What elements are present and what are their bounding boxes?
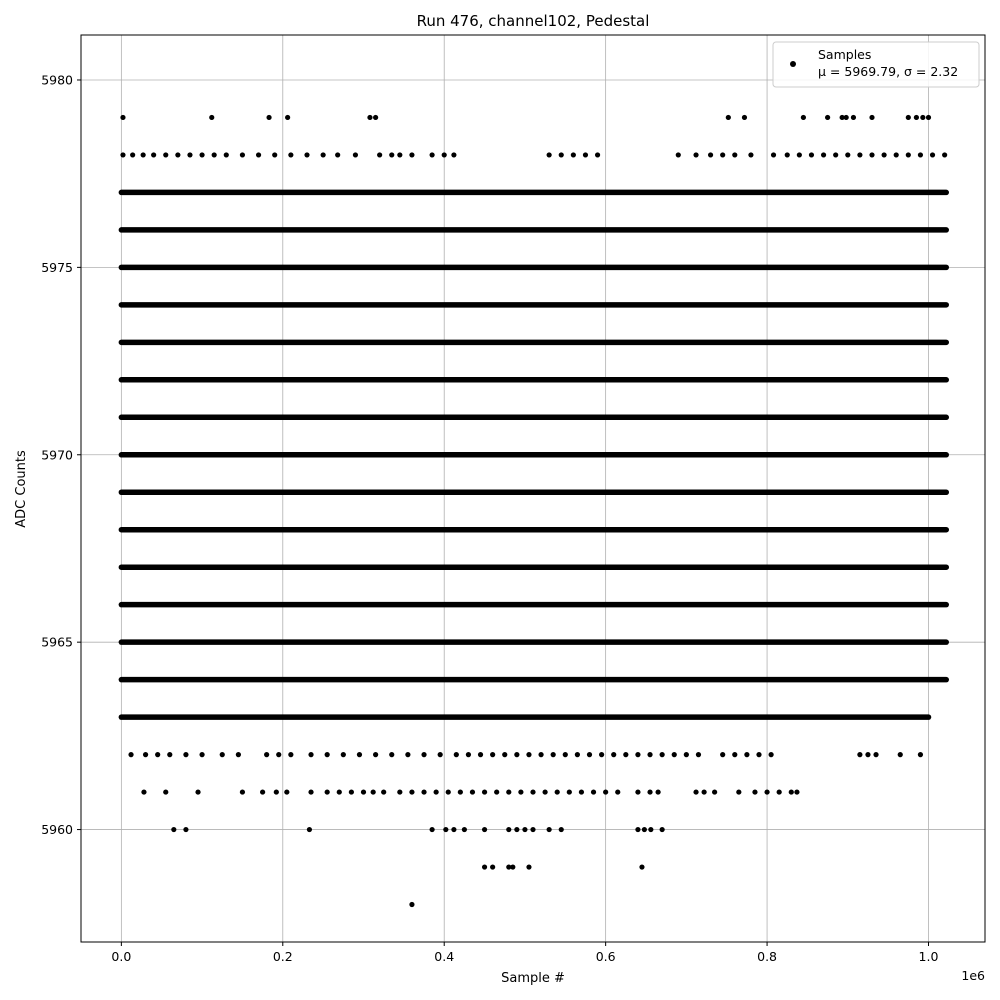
sample-point xyxy=(490,864,495,869)
sample-point xyxy=(857,752,862,757)
sample-point xyxy=(914,115,919,120)
sample-point xyxy=(615,789,620,794)
sample-point xyxy=(143,752,148,757)
sample-point xyxy=(748,152,753,157)
sample-point xyxy=(732,752,737,757)
sample-point xyxy=(555,789,560,794)
sample-point xyxy=(141,789,146,794)
sample-point xyxy=(361,789,366,794)
sample-point xyxy=(857,152,862,157)
sample-point xyxy=(869,115,874,120)
sample-point xyxy=(199,752,204,757)
legend-series-stats: μ = 5969.79, σ = 2.32 xyxy=(818,64,959,79)
sample-point xyxy=(502,752,507,757)
grid-layer xyxy=(81,35,985,942)
sample-point xyxy=(151,152,156,157)
sample-point xyxy=(195,789,200,794)
sample-point xyxy=(443,827,448,832)
sample-point xyxy=(183,752,188,757)
x-tick-label: 0.0 xyxy=(111,949,132,964)
legend-marker xyxy=(790,61,796,67)
sample-point xyxy=(458,789,463,794)
sample-point xyxy=(163,152,168,157)
sample-point xyxy=(732,152,737,157)
sample-point xyxy=(794,789,799,794)
sample-point xyxy=(325,752,330,757)
sample-point xyxy=(409,789,414,794)
points-layer xyxy=(120,115,947,907)
sample-point xyxy=(506,827,511,832)
sample-point xyxy=(514,827,519,832)
sample-point xyxy=(647,789,652,794)
sample-point xyxy=(756,752,761,757)
y-axis-label: ADC Counts xyxy=(14,450,29,528)
sample-point xyxy=(833,152,838,157)
sample-point xyxy=(726,115,731,120)
sample-point xyxy=(274,789,279,794)
sample-point xyxy=(381,789,386,794)
sample-point xyxy=(510,864,515,869)
sample-point xyxy=(575,752,580,757)
sample-point xyxy=(693,152,698,157)
sample-point xyxy=(736,789,741,794)
sample-point xyxy=(240,152,245,157)
y-tick-label: 5960 xyxy=(41,822,73,838)
sample-point xyxy=(865,752,870,757)
sample-point xyxy=(341,752,346,757)
sample-point xyxy=(183,827,188,832)
sample-point xyxy=(307,827,312,832)
sample-point xyxy=(530,827,535,832)
sample-point xyxy=(514,752,519,757)
sample-point xyxy=(357,752,362,757)
sample-point xyxy=(462,827,467,832)
sample-point xyxy=(120,115,125,120)
sample-point xyxy=(430,152,435,157)
sample-point xyxy=(583,152,588,157)
sample-point xyxy=(801,115,806,120)
sample-point xyxy=(595,152,600,157)
sample-point xyxy=(591,789,596,794)
sample-point xyxy=(304,152,309,157)
y-tick-label: 5975 xyxy=(41,259,73,275)
sample-point xyxy=(635,789,640,794)
sample-point xyxy=(920,115,925,120)
sample-point xyxy=(547,827,552,832)
sample-point xyxy=(321,152,326,157)
sample-point xyxy=(918,752,923,757)
sample-point xyxy=(635,827,640,832)
sample-point xyxy=(325,789,330,794)
sample-point xyxy=(409,152,414,157)
sample-point xyxy=(264,752,269,757)
x-axis-label: Sample # xyxy=(501,971,565,986)
y-tick-label: 5965 xyxy=(41,634,73,650)
sample-point xyxy=(930,152,935,157)
sample-point xyxy=(389,152,394,157)
sample-point xyxy=(409,902,414,907)
sample-point xyxy=(656,789,661,794)
sample-point xyxy=(167,752,172,757)
sample-point xyxy=(873,752,878,757)
axes-frame xyxy=(81,35,985,942)
sample-point xyxy=(567,789,572,794)
sample-point xyxy=(482,827,487,832)
sample-point xyxy=(308,752,313,757)
sample-point xyxy=(579,789,584,794)
sample-point xyxy=(454,752,459,757)
sample-point xyxy=(844,115,849,120)
sample-point xyxy=(288,752,293,757)
sample-point xyxy=(335,152,340,157)
sample-point xyxy=(171,827,176,832)
sample-point xyxy=(120,152,125,157)
sample-point xyxy=(543,789,548,794)
sample-point xyxy=(518,789,523,794)
sample-point xyxy=(712,789,717,794)
sample-point xyxy=(676,152,681,157)
y-tick-label: 5970 xyxy=(41,447,73,463)
sample-point xyxy=(288,152,293,157)
x-tick-label: 0.8 xyxy=(757,949,778,964)
sample-point xyxy=(720,152,725,157)
sample-point xyxy=(446,789,451,794)
sample-point xyxy=(918,152,923,157)
sample-point xyxy=(187,152,192,157)
sample-point xyxy=(175,152,180,157)
sample-point xyxy=(155,752,160,757)
sample-point xyxy=(130,152,135,157)
legend xyxy=(773,42,979,87)
sample-point xyxy=(353,152,358,157)
sample-point xyxy=(430,827,435,832)
sample-point xyxy=(506,789,511,794)
sample-point xyxy=(684,752,689,757)
sample-point xyxy=(530,789,535,794)
sample-point xyxy=(276,752,281,757)
sample-point xyxy=(285,115,290,120)
sample-point xyxy=(603,789,608,794)
sample-point xyxy=(163,789,168,794)
sample-point xyxy=(648,827,653,832)
sample-point xyxy=(660,752,665,757)
sample-point xyxy=(451,152,456,157)
sample-point xyxy=(906,152,911,157)
sample-point xyxy=(522,827,527,832)
sample-point xyxy=(563,752,568,757)
sample-point xyxy=(397,152,402,157)
sample-point xyxy=(752,789,757,794)
sample-point xyxy=(438,752,443,757)
sample-point xyxy=(526,864,531,869)
sample-point xyxy=(551,752,556,757)
sample-point xyxy=(224,152,229,157)
sample-point xyxy=(405,752,410,757)
sample-point xyxy=(547,152,552,157)
sample-point xyxy=(373,752,378,757)
sample-point xyxy=(559,152,564,157)
sample-point xyxy=(942,152,947,157)
sample-point xyxy=(825,115,830,120)
sample-point xyxy=(434,789,439,794)
sample-point xyxy=(377,152,382,157)
sample-point xyxy=(397,789,402,794)
sample-point xyxy=(647,752,652,757)
sample-point xyxy=(744,752,749,757)
sample-point xyxy=(702,789,707,794)
sample-point xyxy=(785,152,790,157)
sample-point xyxy=(141,152,146,157)
sample-point xyxy=(272,152,277,157)
sample-point xyxy=(220,752,225,757)
sample-point xyxy=(797,152,802,157)
sample-point xyxy=(482,789,487,794)
x-tick-label: 1.0 xyxy=(918,949,939,964)
sample-point xyxy=(349,789,354,794)
sample-point xyxy=(199,152,204,157)
sample-point xyxy=(538,752,543,757)
sample-point xyxy=(421,789,426,794)
sample-point xyxy=(587,752,592,757)
sample-point xyxy=(209,115,214,120)
sample-point xyxy=(764,789,769,794)
sample-point xyxy=(642,827,647,832)
sample-point xyxy=(526,752,531,757)
y-tick-label: 5980 xyxy=(41,72,73,88)
sample-point xyxy=(308,789,313,794)
sample-point xyxy=(240,789,245,794)
sample-point xyxy=(470,789,475,794)
sample-point xyxy=(236,752,241,757)
sample-point xyxy=(256,152,261,157)
sample-point xyxy=(623,752,628,757)
sample-point xyxy=(639,864,644,869)
sample-point xyxy=(442,152,447,157)
sample-point xyxy=(367,115,372,120)
sample-point xyxy=(845,152,850,157)
sample-point xyxy=(696,752,701,757)
sample-point xyxy=(212,152,217,157)
sample-point xyxy=(599,752,604,757)
sample-point xyxy=(451,827,456,832)
sample-point xyxy=(771,152,776,157)
sample-point xyxy=(128,752,133,757)
sample-point xyxy=(898,752,903,757)
sample-point xyxy=(809,152,814,157)
sample-point xyxy=(421,752,426,757)
sample-point xyxy=(926,115,931,120)
sample-point xyxy=(337,789,342,794)
sample-point xyxy=(789,789,794,794)
sample-point xyxy=(371,789,376,794)
sample-point xyxy=(769,752,774,757)
sample-point xyxy=(720,752,725,757)
sample-point xyxy=(882,152,887,157)
sample-point xyxy=(284,789,289,794)
sample-point xyxy=(389,752,394,757)
sample-point xyxy=(869,152,874,157)
chart-title: Run 476, channel102, Pedestal xyxy=(416,12,650,30)
sample-point xyxy=(482,864,487,869)
x-tick-label: 0.4 xyxy=(434,949,455,964)
x-tick-label: 0.6 xyxy=(595,949,616,964)
sample-point xyxy=(635,752,640,757)
sample-point xyxy=(693,789,698,794)
sample-point xyxy=(266,115,271,120)
sample-point xyxy=(494,789,499,794)
x-offset-label: 1e6 xyxy=(961,968,985,983)
sample-point xyxy=(373,115,378,120)
sample-point xyxy=(660,827,665,832)
sample-point xyxy=(894,152,899,157)
sample-point xyxy=(478,752,483,757)
sample-point xyxy=(571,152,576,157)
sample-point xyxy=(708,152,713,157)
sample-point xyxy=(260,789,265,794)
sample-point xyxy=(777,789,782,794)
sample-point xyxy=(851,115,856,120)
sample-point xyxy=(906,115,911,120)
sample-point xyxy=(466,752,471,757)
sample-point xyxy=(490,752,495,757)
sample-point xyxy=(611,752,616,757)
x-tick-label: 0.2 xyxy=(272,949,293,964)
sample-point xyxy=(672,752,677,757)
sample-point xyxy=(742,115,747,120)
sample-point xyxy=(559,827,564,832)
legend-series-name: Samples xyxy=(818,47,872,62)
sample-point xyxy=(821,152,826,157)
